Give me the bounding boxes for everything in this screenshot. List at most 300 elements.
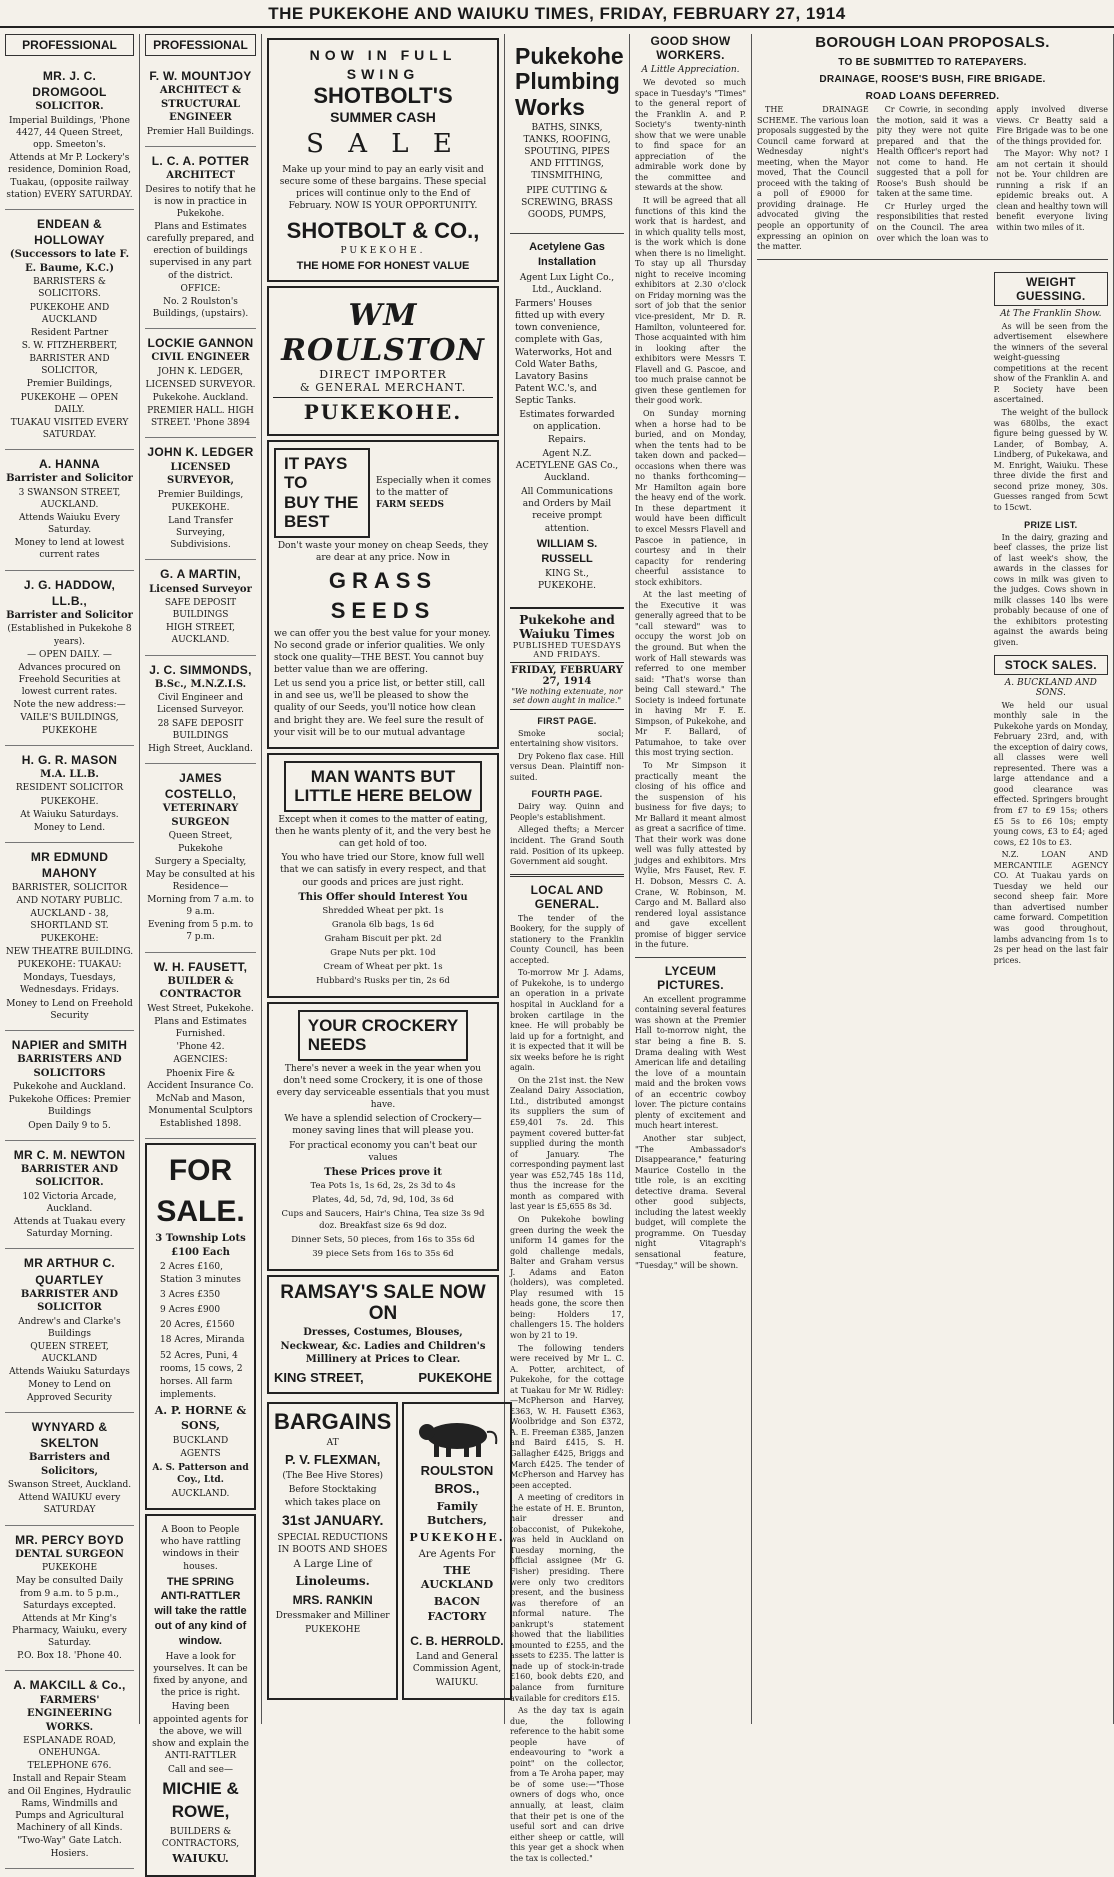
paragraph: It will be agreed that all functions of this kind the work that is hardest, and in which quality tells most, is the work which is done when there is no limelight. To stay up all Thursday night to receive incoming exhibitors at 2.30 o'clock on Friday morning was the sort of job that the senior vice-president, Mr D. R. Hamilton, volunteered for. Those acquainted with him in looking after the exhibitors were Messrs T. Flavell and G. Pascoe, and too much praise cannot be given these gentlemen for their good work. xyxy=(635,196,746,406)
card-line: BARRISTER, SOLICITOR AND NOTARY PUBLIC. xyxy=(11,883,128,906)
price-item: Hubbard's Rusks per tin, 2s 6d xyxy=(316,975,450,986)
card-line: Phoenix Fire & Accident Insurance Co. xyxy=(147,1068,254,1091)
page-contents xyxy=(510,716,624,868)
paragraph: On the 21st inst. the New Zealand Dairy Association, Ltd., distributed amongst its suppliers the sum of £59,401 7s. 2d. This payment covered butter-fat supplied during the month of January. The corresponding payment last year was £52,745 18s 11d, thus the increase for the month as compared with last year is £5,655 8s 3d. xyxy=(510,1075,624,1212)
professional-card xyxy=(5,1526,134,1672)
professional-card xyxy=(5,571,134,746)
card-name: J. C. SIMMONDS, xyxy=(149,662,252,677)
paragraph: On Pukekohe bowling green during the week the uniform 14 games for the gold challenge medals, Balter and Graham versus J. Adams and Eaton (holders), was completed. Play resumed with 15 heads gone, the score then being: Holders 17, challengers 15. The holders won by 21 to 19. xyxy=(510,1214,624,1340)
rattler-intro: A Boon to People who have rattling windows in their houses. xyxy=(160,1525,241,1572)
crockery-head2: NEEDS xyxy=(307,1035,367,1055)
professional-card xyxy=(5,450,134,571)
grass-head2: BUY THE BEST xyxy=(284,492,359,532)
card-name: LOCKIE GANNON xyxy=(147,336,254,351)
paragraph: The weight of the bullock was 680lbs, the exact figure being guessed by W. Lander, of Bombay, A. Lindberg, of Pukekawa, and M. Enright, Waiuku. These three divide the first and second prize money, 30s. Guesses ranged from 5cwt to 15cwt. xyxy=(993,408,1108,512)
plumbing-line: PIPE CUTTING & SCREWING, BRASS GOODS, PUMPS, xyxy=(521,185,613,220)
roulston-bros-agents2: THE AUCKLAND xyxy=(420,1563,494,1592)
stock-paragraphs xyxy=(994,701,1108,967)
price-item: Grape Nuts per pkt. 10d xyxy=(330,947,436,958)
good-show-article xyxy=(635,34,746,951)
card-line: Premier Buildings, xyxy=(157,489,244,500)
card-line: Advances procured on Freehold Securities at lowest current rates. xyxy=(18,662,121,698)
professional-cards xyxy=(5,62,134,1869)
acetylene-body: Farmers' Houses fitted up with every town convenience, complete with Gas, Waterworks, Hot and Cold Water Baths, Lavatory Basins Patent W.C.'s, and Septic Tanks. xyxy=(515,298,612,407)
price-item: Cream of Wheat per pkt. 1s xyxy=(323,961,443,972)
roulston-logo xyxy=(267,286,499,436)
grass-seeds-ad xyxy=(267,440,499,749)
for-sale-line: 2 Acres £160, Station 3 minutes xyxy=(160,1262,241,1286)
good-show-kicker: A Little Appreciation. xyxy=(641,65,740,75)
card-line: At Waiuku Saturdays. xyxy=(20,809,119,820)
card-line: Plans and Estimates Furnished. xyxy=(154,1016,247,1040)
rattler-title: THE SPRING ANTI-RATTLER will take the rattle out of any kind of window. xyxy=(154,1575,247,1648)
card-line: Pukekohe. Auckland. xyxy=(152,393,249,404)
rankin-sub: Dressmaker and Milliner xyxy=(275,1610,390,1621)
price-item: Dinner Sets, 50 pieces, from 16s to 35s 6d xyxy=(291,1234,475,1245)
professional-cards xyxy=(145,62,256,1139)
good-show-head: GOOD SHOW WORKERS. xyxy=(650,34,731,62)
professional-card xyxy=(5,843,134,1031)
card-line: LICENSED SURVEYOR. xyxy=(145,379,256,390)
paragraph: A meeting of creditors in the estate of H. E. Brunton, hair dresser and tobacconist, of Pukekohe, was held in Auckland on Tuesday morning, the official assignee (Mr G. Fisher) presiding. There were only two creditors present, and the business was therefore of an informal nature. The bankrupt's statement showed that the liabilities amounted to £255, and the assets to £235. The latter is made up of stock-in-trade £160, book debts £20, and balance from furniture available for creditors £15. xyxy=(510,1493,624,1703)
plumbing-ad xyxy=(510,38,624,229)
card-sub: Barrister and Solicitor xyxy=(6,473,133,485)
first-page-body: Smoke social; entertaining show visitors. xyxy=(510,728,624,749)
grass-big: GRASS SEEDS xyxy=(328,568,438,623)
paragraph: The tender of the Bookery, for the supply of stationery to the Franklin County Council, has been accepted. xyxy=(510,913,624,965)
shotbolt-body: Make up your mind to pay an early visit and secure some of these bargains. These special prices will continue only to the End of February. NOW IS YOUR OPPORTUNITY. xyxy=(279,164,487,212)
good-show-paragraphs xyxy=(635,78,746,951)
card-sub: Licensed Surveyor xyxy=(149,583,252,595)
grass-body: we can offer you the best value for your money. No second grade or inferior qualities. We only stock one quality—THE BEST. You cannot buy better value than we are offering. xyxy=(274,628,491,675)
card-line: Premier Hall Buildings. xyxy=(146,126,255,137)
agent2-sub: AUCKLAND. xyxy=(171,1488,230,1499)
card-sub: Barrister and Solicitor xyxy=(6,609,133,621)
card-line: High Street, Auckland. xyxy=(148,743,253,754)
roulston-name: WM ROULSTON xyxy=(281,297,485,368)
first-page-head: FIRST PAGE. xyxy=(537,715,597,726)
rattler-body: Have a look for yourselves. It can be fixed by anyone, and the price is right. xyxy=(153,1651,248,1699)
ramsay-title: RAMSAY'S SALE NOW ON xyxy=(280,1281,486,1324)
local-head: LOCAL AND GENERAL. xyxy=(530,882,604,911)
crockery-head1: YOUR CROCKERY xyxy=(307,1015,459,1035)
paragraph: To-morrow Mr J. Adams, of Pukekohe, is to undergo an operation in a private hospital in Auckland for a broken cartilage in the knee. He will probably be laid up for a fortnight, and it is expected that it will be six weeks before he is right again. xyxy=(510,968,624,1073)
card-sub: BARRISTER AND SOLICITOR. xyxy=(20,1163,119,1189)
flexman-body2: SPECIAL REDUCTIONS IN BOOTS AND SHOES xyxy=(277,1532,388,1555)
plumbing-lines xyxy=(515,122,619,221)
section-header: PROFESSIONAL xyxy=(145,34,256,56)
roulston-bros-town: PUKEKOHE. xyxy=(409,1531,505,1545)
paragraph: We devoted so much space in Tuesday's "Times" to the general report of the Franklin A. and P. Society's twenty-ninth show that we were unable to find space for an appreciation of the admirable work done by the committee and stewards at the show. xyxy=(635,78,746,193)
lyceum-head: LYCEUM PICTURES. xyxy=(657,963,724,992)
paragraph: At the last meeting of the Executive it was generally agreed that to be "call steward" was to occupy the worst job on the ground. But when the work of Hall stewards was referred to one member said: "That's worse than being Call steward." The Society is indeed fortunate in having Mr F. E. Simpson, of Pukekohe, and Mr F. Ballard, of Patumahoe, to take over this most trying section. xyxy=(635,590,746,758)
paragraph: On Sunday morning when a horse had to be buried, and on Monday, when the tents had to be taken down and packed—occasions when there was no thanks forthcoming—Mr Hamilton again bore the heavy end of the work. In these department it would have been difficult to excel Messrs Flavell and Pascoe in patience, in courtesy and in their capacity for rendering cheerful assistance to stock exhibitors. xyxy=(635,408,746,587)
wants-offer: This Offer should Interest You xyxy=(298,891,468,903)
column-news-1 xyxy=(505,34,630,1863)
card-line: Attends at Tuakau every Saturday Morning. xyxy=(13,1217,126,1240)
roulston-bros-agents3: BACON FACTORY xyxy=(427,1595,487,1624)
card-line: HIGH STREET, AUCKLAND. xyxy=(166,623,235,646)
card-line: 102 Victoria Arcade, Auckland. xyxy=(22,1191,117,1214)
paragraph: The following tenders were received by Mr L. C. A. Potter, architect, of Pukekohe, for the cottage at Tuakau for Mr W. Ridley:—McPherson and Harvey, £363, W. H. Fausett £363, Woolbridge and Son £372, A. E. Freeman £385, Janzen and Baird £415, S. H. Gallagher £425, Briggs and March £425. The tender of McPherson and Harvey has been accepted. xyxy=(510,1343,624,1490)
card-line: No. 2 Roulston's Buildings, (upstairs). xyxy=(152,296,249,319)
flexman-head: BARGAINS xyxy=(274,1409,392,1435)
grass-head1: IT PAYS TO xyxy=(284,453,348,493)
agent2-name: A. S. Patterson and Coy., Ltd. xyxy=(152,1462,249,1485)
card-name: MR. J. C. DROMGOOL xyxy=(32,69,107,100)
for-sale-ad xyxy=(145,1143,256,1510)
paper-title: Pukekohe and Waiuku Times xyxy=(519,612,615,641)
wants-head2: LITTLE HERE BELOW xyxy=(294,786,472,806)
roulston-sub2: & GENERAL MERCHANT. xyxy=(299,380,467,394)
card-line: Premier Buildings, xyxy=(26,379,113,390)
card-name: L. C. A. POTTER xyxy=(151,153,250,168)
card-sub: Barristers and Solicitors, xyxy=(28,1452,110,1477)
borough-paragraphs xyxy=(757,105,1108,253)
flexman-name: P. V. FLEXMAN, xyxy=(284,1451,381,1467)
wants-body2: You who have tried our Store, know full well that we can satisfy in every respect, and that our goods and prices are just right. xyxy=(280,853,486,888)
column-news-3 xyxy=(752,34,1114,1724)
acetylene-ad xyxy=(510,233,624,601)
acetylene-head: Acetylene Gas Installation xyxy=(529,241,605,268)
card-line: May be consulted Daily from 9 a.m. to 5 p.m., Saturdays excepted. xyxy=(15,1576,123,1611)
card-line: "Two-Way" Gate Latch. xyxy=(17,1836,122,1847)
card-sub: B.Sc., M.N.Z.I.S. xyxy=(154,678,247,690)
shotbolt-name: SHOTBOLT'S xyxy=(313,82,453,108)
rankin-name: MRS. RANKIN xyxy=(292,1592,373,1607)
paragraph: As will be seen from the advertisement elsewhere the winners of the several weight-guessing competitions at the recent show of the Franklin A. and P. Society have been ascertained. xyxy=(993,321,1108,405)
rattler-tail: Having been appointed agents for the above, we will show and explain the ANTI-RATTLER xyxy=(152,1702,249,1761)
card-sub: VETERINARY SURGEON xyxy=(162,803,239,828)
card-name: MR ARTHUR C. QUARTLEY xyxy=(23,1256,116,1287)
acetylene-body4: All Communications and Orders by Mail receive prompt attention. xyxy=(521,487,613,534)
acetylene-sub: Agent Lux Light Co., Ltd., Auckland. xyxy=(519,272,615,295)
professional-card xyxy=(145,147,256,329)
card-line: NEW THEATRE BUILDING. xyxy=(5,947,134,958)
man-wants-ad xyxy=(267,753,499,998)
card-sub: ARCHITECT xyxy=(166,170,235,182)
card-line: West Street, Pukekohe. xyxy=(147,1003,254,1014)
grass-body2: Let us send you a price list, or better still, call in and see us, we'll be pleased to show the quality of our Seeds, you'll notice how clean and bright they are. We feel sure the result of your visit will be to our mutual advantage xyxy=(274,679,485,738)
herrold-sub: Land and General Commission Agent, xyxy=(412,1652,502,1675)
card-line: Money to lend at lowest current rates xyxy=(14,538,125,561)
borough-sub2: DRAINAGE, ROOSE'S BUSH, FIRE BRIGADE. xyxy=(819,74,1046,85)
card-name: JOHN K. LEDGER xyxy=(147,445,254,460)
acetylene-body3: Agent N.Z. ACETYLENE GAS Co., Auckland. xyxy=(515,448,619,483)
herrold-town: WAIUKU. xyxy=(435,1678,479,1689)
rattler-firm: MICHIE & ROWE, xyxy=(162,1779,239,1822)
card-name: MR C. M. NEWTON xyxy=(13,1147,126,1162)
shotbolt-tag: THE HOME FOR HONEST VALUE xyxy=(296,259,470,272)
borough-sub3: ROAD LOANS DEFERRED. xyxy=(865,91,1000,102)
card-line: Money to Lend on Approved Security xyxy=(27,1380,112,1403)
paragraph: As the day tax is again due, the following reference to the habit some people have of endeavouring to "work a point" on the collector, from a Te Aroha paper, may be of some use:—"Those owners of dogs who, once annually, at least, claim that their pet is one of the useful sort and can drive either sheep or cattle, will this year get a shock when the tax is collected." xyxy=(510,1706,624,1863)
card-line: Morning from 7 a.m. to 9 a.m. xyxy=(147,895,254,918)
card-name: W. H. FAUSETT, xyxy=(153,959,248,974)
ramsay-sub: Dresses, Costumes, Blouses, Neckwear, &c. Ladies and Children's Millinery at Prices to Clear. xyxy=(280,1327,486,1366)
roulston-bros-ad xyxy=(402,1402,511,1699)
shotbolt-sale: S A L E xyxy=(306,128,460,159)
card-line: Install and Repair Steam and Oil Engines, Hydraulic Rams, Windmills and Pumps and Agricultural Machinery of all Kinds. xyxy=(7,1774,132,1834)
crockery-headline xyxy=(298,1010,469,1061)
shotbolt-firm: SHOTBOLT & CO., xyxy=(286,217,480,243)
agent-sub: BUCKLAND AGENTS xyxy=(172,1436,229,1459)
card-line: Desires to notify that he is now in practice in Pukekohe. xyxy=(145,184,256,219)
plumbing-line: BATHS, SINKS, TANKS, ROOFING, SPOUTING, PIPES AND FITTINGS, TINSMITHING, xyxy=(523,122,611,182)
price-item: Plates, 4d, 5d, 7d, 9d, 10d, 3s 6d xyxy=(312,1195,454,1206)
price-item: Granola 6lb bags, 1s 6d xyxy=(331,920,435,931)
price-item: 39 piece Sets from 16s to 35s 6d xyxy=(312,1248,454,1259)
card-line: Evening from 5 p.m. to 7 p.m. xyxy=(147,920,254,943)
ramsay-ad xyxy=(267,1275,499,1395)
card-line: TUAKAU VISITED EVERY SATURDAY. xyxy=(10,417,129,440)
for-sale-sub: 3 Township Lots £100 Each xyxy=(155,1233,246,1258)
card-line: BARRISTERS & SOLICITORS. xyxy=(33,277,106,300)
card-line: AGENCIES: xyxy=(173,1055,228,1066)
grass-side: Especially when it comes to the matter of xyxy=(376,475,492,498)
masthead-title: THE PUKEKOHE AND WAIUKU TIMES, FRIDAY, FEBRUARY 27, 1914 xyxy=(268,4,846,23)
roulston-town: PUKEKOHE. xyxy=(273,397,493,424)
wants-head1: MAN WANTS BUT xyxy=(310,766,456,786)
weight-head: WEIGHT GUESSING. xyxy=(994,272,1108,306)
card-name: F. W. MOUNTJOY xyxy=(149,69,252,83)
card-line: PUKEKOHE. xyxy=(40,796,99,807)
fourth-page-body2: Alleged thefts; a Mercer incident. The Grand South raid. Position of its upkeep. Government aid sought. xyxy=(510,825,624,867)
card-name: JAMES COSTELLO, xyxy=(164,770,237,802)
card-sub: (Successors to late F. E. Baume, K.C.) xyxy=(9,249,130,274)
weight-paragraphs xyxy=(994,322,1108,514)
for-sale-lines xyxy=(152,1261,249,1401)
card-sub: ARCHITECT & STRUCTURAL ENGINEER xyxy=(159,85,242,124)
rattler-town: WAIUKU. xyxy=(172,1852,229,1866)
card-line: Swanson Street, Auckland. xyxy=(7,1480,132,1491)
card-line: PREMIER HALL. HIGH STREET. 'Phone 3894 xyxy=(147,406,254,429)
for-sale-line: 18 Acres, Miranda xyxy=(160,1335,245,1346)
card-name: A. MAKCILL & Co., xyxy=(13,1678,126,1693)
card-line: Money to Lend. xyxy=(33,822,106,833)
card-sub: LICENSED SURVEYOR, xyxy=(167,461,234,487)
card-name: G. A MARTIN, xyxy=(160,567,241,582)
herrold-name: C. B. HERROLD. xyxy=(410,1633,504,1648)
card-line: PUKEKOHE xyxy=(41,1563,98,1574)
card-line: Andrew's and Clarke's Buildings xyxy=(18,1316,121,1339)
paper-published: PUBLISHED TUESDAYS AND FRIDAYS. xyxy=(512,640,622,659)
paragraph: We held our usual monthly sale in the Pukekohe yards on Monday, February 23rd, and, with the exception of dairy cows, all classes were well represented. There was a large attendance and a good clearance was effected. Springers brought from £7 to £9 15s; others £5 5s to £6 10s; empty young cows, £3 to £4; aged cows, £2 10s to £3. xyxy=(993,700,1108,847)
card-line: Attends at Mr P. Lockery's residence, Dominion Road, Tuakau, (opposite railway station) EVERY SATURDAY. xyxy=(6,153,133,200)
card-line: Attends at Mr King's Pharmacy, Waiuku, every Saturday. xyxy=(12,1613,127,1649)
professional-card xyxy=(145,764,256,953)
grass-headline xyxy=(274,448,370,538)
professional-card xyxy=(5,1141,134,1250)
paragraph: Another star subject, "The Ambassador's Disappearance," featuring Maurice Costello in the title role, is an exciting detective drama. Several other good subjects, including the latest weekly budget, will complete the programme. On Tuesday night Vitagraph's sensational feature, "Tuesday," will be shown. xyxy=(635,1133,746,1270)
section-header: PROFESSIONAL xyxy=(5,34,134,56)
borough-sub: TO BE SUBMITTED TO RATEPAYERS. xyxy=(838,57,1027,68)
lower-left-articles xyxy=(757,266,986,969)
card-line: (Established in Pukekohe 8 years). xyxy=(7,624,132,647)
professional-card xyxy=(5,1671,134,1869)
card-line: ESPLANADE ROAD, ONEHUNGA. xyxy=(23,1736,116,1759)
paper-date: FRIDAY, FEBRUARY 27, 1914 xyxy=(510,662,624,687)
paper-masthead xyxy=(510,607,624,710)
card-line: Resident Partner xyxy=(30,327,109,338)
card-line: 'Phone 42. xyxy=(176,1042,225,1053)
paragraph: N.Z. LOAN AND MERCANTILE AGENCY CO. At Tuakau yards on Tuesday we held our second sheep fair. More than advertised number came forward. Competition was good throughout, lambs advancing from 1s to 2s per head on the last fair prices. xyxy=(993,850,1108,965)
crockery-ad xyxy=(267,1002,499,1271)
professional-card xyxy=(145,953,256,1140)
card-name: A. HANNA xyxy=(38,457,101,472)
paragraph: To Mr Simpson it practically meant the closing of his office and the suspension of his business for five days; to Mr Ballard it meant almost as great a sacrifice of time. That their work was done well was fully attested by judges and exhibitors. Mrs Wylie, Mrs Fauset, Rev. F. H. Dobson, Messrs C. A. Crane, W. Robinson, M. Cargo and M. Ballard also rendered loyal assistance and gave excellent promise of bigger service in the future. xyxy=(635,761,746,950)
flexman-date: 31st JANUARY. xyxy=(281,1511,384,1528)
for-sale-line: 9 Acres £900 xyxy=(160,1305,221,1316)
card-line: Surgery a Specialty, xyxy=(154,856,247,867)
stock-sales-article xyxy=(994,655,1108,967)
grass-side2: FARM SEEDS xyxy=(376,499,444,510)
professional-card xyxy=(5,1031,134,1141)
card-line: Mondays, Tuesdays, Wednesdays. Fridays. xyxy=(19,973,119,996)
flexman-sub: (The Bee Hive Stores) xyxy=(282,1471,383,1482)
ramsay-town: PUKEKOHE xyxy=(418,1369,492,1385)
card-sub: CIVIL ENGINEER xyxy=(151,352,250,364)
crockery-prices xyxy=(274,1181,492,1260)
rattler-call: Call and see— xyxy=(168,1765,233,1776)
first-page-body2: Dry Pokeno flax case. Hill versus Dean. Plaintiff non-suited. xyxy=(510,751,624,782)
card-line: Hosiers. xyxy=(50,1849,89,1860)
professional-card xyxy=(145,656,256,764)
for-sale-line: 20 Acres, £1560 xyxy=(160,1320,235,1331)
card-line: Plans and Estimates carefully prepared, and erection of buildings supervised in any part of the district. xyxy=(146,221,255,281)
professional-card xyxy=(145,560,256,655)
card-sub: BARRISTER AND SOLICITOR xyxy=(20,1288,119,1314)
lower-right-articles xyxy=(994,266,1108,969)
russell-addr: KING St., PUKEKOHE. xyxy=(538,569,596,592)
professional-card xyxy=(145,62,256,147)
crockery-prices-head: These Prices prove it xyxy=(324,1166,442,1178)
column-professional-1 xyxy=(0,34,140,1860)
card-line: PUKEKOHE. xyxy=(171,502,230,513)
card-name: MR. PERCY BOYD xyxy=(15,1532,124,1547)
prize-head: PRIZE LIST. xyxy=(1024,519,1078,530)
fourth-page-head: FOURTH PAGE. xyxy=(531,789,603,800)
card-line: Pukekohe Offices: Premier Buildings xyxy=(8,1095,131,1118)
shotbolt-top: NOW IN FULL SWING xyxy=(309,47,457,82)
masthead xyxy=(0,0,1114,28)
card-name: J. G. HADDOW, LL.B., xyxy=(23,577,116,608)
card-line: Land Transfer Surveying, Subdivisions. xyxy=(168,515,233,551)
card-line: Money to Lend on Freehold Security xyxy=(6,998,133,1021)
price-item: Shredded Wheat per pkt. 1s xyxy=(322,906,444,917)
borough-head: BOROUGH LOAN PROPOSALS. xyxy=(815,34,1050,51)
column-news-2 xyxy=(630,34,752,1724)
paragraph: Cr Hurley urged the responsibilities that rested on the Council. The area over which the loan was to apply involved diverse views. Cr Beatty said a Fire Brigade was to be one of the things provided for. xyxy=(876,105,1108,243)
flexman-at: AT xyxy=(326,1437,339,1448)
weight-guessing-article xyxy=(994,272,1108,649)
card-sub: FARMERS' ENGINEERING WORKS. xyxy=(26,1694,113,1733)
shotbolt-ad xyxy=(267,38,499,282)
russell-name: WILLIAM S. RUSSELL xyxy=(536,537,598,565)
acetylene-body2: Estimates forwarded on application. Repairs. xyxy=(519,410,615,445)
shotbolt-town: PUKEKOHE. xyxy=(340,245,426,256)
paragraph: An excellent programme containing several features was shown at the Premier Hall to-morrow night, the star being a fine B. S. Drama dealing with West American life and detailing the love of a mountain maid and the broken vows of an eccentric cowboy lover. The picture contains plenty of excitement and much heart interest. xyxy=(635,994,746,1131)
roulston-bros-name: ROULSTON BROS., xyxy=(420,1463,494,1497)
card-line: BARRISTER AND SOLICITOR, xyxy=(29,354,110,377)
card-line: TELEPHONE 676. xyxy=(27,1761,112,1772)
agent-name: A. P. HORNE & SONS, xyxy=(154,1403,247,1432)
card-line: Established 1898. xyxy=(159,1119,242,1130)
stock-kicker: A. BUCKLAND AND SONS. xyxy=(1004,677,1097,698)
card-name: H. G. R. MASON xyxy=(21,752,118,767)
card-sub: M.A. LL.B. xyxy=(40,768,99,780)
card-line: Open Daily 9 to 5. xyxy=(28,1120,111,1131)
card-line: Queen Street, Pukekohe xyxy=(168,831,233,854)
card-line: PUKEKOHE — OPEN DAILY. xyxy=(20,392,119,415)
professional-card xyxy=(5,210,134,450)
flexman-body: Before Stocktaking which takes place on xyxy=(284,1485,381,1508)
price-item: Cups and Saucers, Hair's China, Tea size 3s 9d doz. Breakfast size 6s 9d doz. xyxy=(281,1209,485,1231)
grass-warn: Don't waste your money on cheap Seeds, they are dear at any price. Now in xyxy=(277,540,489,564)
shotbolt-sub: SUMMER CASH xyxy=(330,108,436,125)
card-line: Civil Engineer and Licensed Surveyor. xyxy=(157,693,244,716)
bull-icon xyxy=(412,1414,502,1458)
card-line: Attends Waiuku Saturdays xyxy=(9,1367,130,1378)
card-sub: DENTAL SURGEON xyxy=(15,1548,124,1560)
card-line: 28 SAFE DEPOSIT BUILDINGS xyxy=(157,718,244,741)
professional-card xyxy=(5,1413,134,1526)
card-name: MR EDMUND MAHONY xyxy=(30,849,109,881)
card-line: AUCKLAND - 38, SHORTLAND ST. xyxy=(30,908,109,931)
fourth-page-body: Dairy way. Quinn and People's establishment. xyxy=(510,802,624,822)
card-line: PUKEKOHE AND AUCKLAND xyxy=(29,302,110,325)
paper-motto: "We nothing extenuate, nor set down aught in malice." xyxy=(511,686,623,705)
card-name: WYNYARD & SKELTON xyxy=(31,1419,108,1450)
card-line: P.O. Box 18. 'Phone 40. xyxy=(17,1651,122,1662)
flexman-line2: Linoleums. xyxy=(295,1574,370,1589)
stock-head: STOCK SALES. xyxy=(994,655,1108,675)
professional-card xyxy=(5,1249,134,1412)
local-general-article xyxy=(510,883,624,1865)
card-line: Attend WAIUKU every SATURDAY xyxy=(18,1493,121,1516)
card-line: SAFE DEPOSIT BUILDINGS xyxy=(164,598,237,621)
price-item: Graham Biscuit per pkt. 2d xyxy=(324,934,442,945)
crockery-body: There's never a week in the year when you don't need some Crockery, it is one of those every day serviceable essentials that you must have. xyxy=(276,1063,490,1111)
paragraph: Cr Cowrie, in seconding the motion, said it was a pity they were not quite prepared and that the Health Officer's report had not come to hand. He suggested that a poll for Roose's Bush should be taken at the same time. xyxy=(876,105,989,199)
professional-card xyxy=(5,62,134,210)
wants-items xyxy=(274,906,492,987)
crockery-body2: We have a splendid selection of Crockery—money saving lines that will please you. xyxy=(284,1114,482,1137)
card-line: Pukekohe and Auckland. xyxy=(13,1082,126,1093)
column-advertisements xyxy=(262,34,505,1724)
card-sub: BARRISTERS AND SOLICITORS xyxy=(17,1054,122,1079)
card-line: Imperial Buildings, 'Phone 4427, 44 Queen Street, opp. Smeeton's. xyxy=(8,115,131,151)
professional-card xyxy=(145,329,256,438)
column-professional-2 xyxy=(140,34,262,1866)
price-item: Tea Pots 1s, 1s 6d, 2s, 2s 3d to 4s xyxy=(310,1181,456,1192)
card-sub: SOLICITOR. xyxy=(35,101,104,113)
flexman-line1: A Large Line of xyxy=(293,1558,372,1570)
weight-kicker: At The Franklin Show. xyxy=(1000,308,1102,319)
lyceum-paragraphs xyxy=(635,995,746,1271)
borough-loan-article xyxy=(757,34,1108,253)
anti-rattler-ad xyxy=(145,1514,256,1877)
professional-card xyxy=(5,746,134,843)
card-line: VAILE'S BUILDINGS, PUKEKOHE xyxy=(20,713,119,736)
for-sale-title: FOR SALE. xyxy=(156,1154,245,1228)
paragraph: THE DRAINAGE SCHEME. The various loan proposals suggested by the Council came forward at Wednesday night's meeting, when the Mayor moved, That the Council proceed with the taking of a poll of £9000 for providing drainage. He advocated giving the people an opportunity of expressing an opinion on the matter. xyxy=(757,105,869,252)
rankin-town: PUKEKOHE xyxy=(305,1624,361,1635)
ramsay-street: KING STREET, xyxy=(274,1369,364,1385)
roulston-sub1: DIRECT IMPORTER xyxy=(319,367,447,381)
card-line: JOHN K. LEDGER, xyxy=(157,366,244,377)
lyceum-article xyxy=(635,964,746,1271)
